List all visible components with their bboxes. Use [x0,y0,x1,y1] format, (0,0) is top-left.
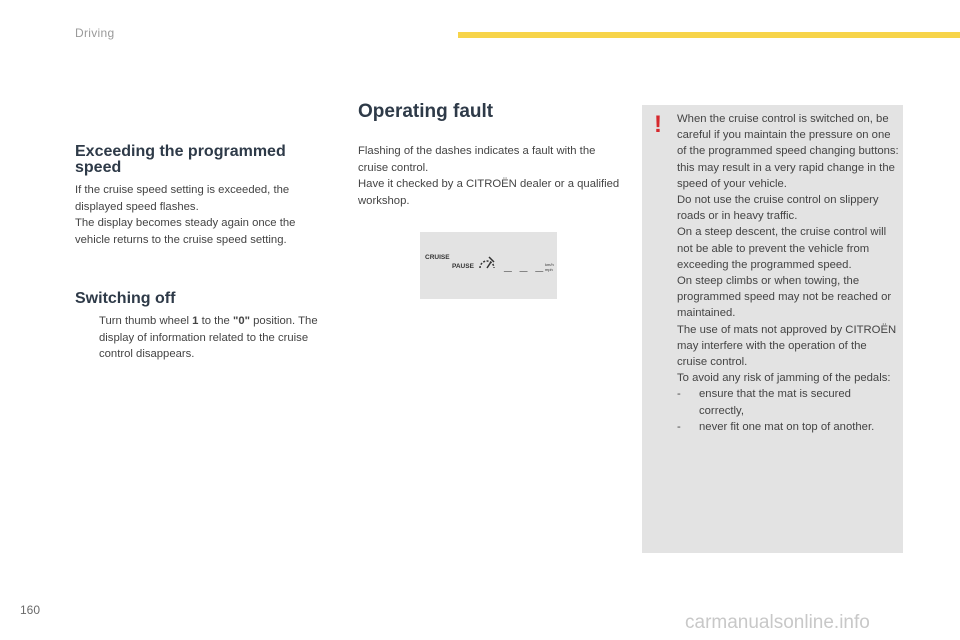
display-pause-label: PAUSE [452,263,474,270]
display-unit: km/h mph [545,262,554,272]
switching-text [99,313,323,363]
fault-line: Have it checked by a CITROËN dealer or a qualified workshop. [358,178,620,207]
display-cruise-label: CRUISE [425,254,450,261]
exceeding-line: If the cruise speed setting is exceeded, the displayed speed flashes. [75,184,290,213]
fault-text [358,143,628,209]
warning-paragraph: On a steep descent, the cruise control will not be able to prevent the vehicle from exceeding the programmed speed. [677,226,887,271]
switching-text-post: position. The display of information related to the cruise control disappears. [99,315,318,360]
warning-list-item [677,419,899,435]
warning-paragraph: On steep climbs or when towing, the programmed speed may not be reached or maintained. [677,275,892,320]
heading-operating-fault: Operating fault [358,101,494,122]
switching-bullet [75,313,325,363]
switching-text-pre: Turn thumb wheel [99,315,193,327]
dash-mark: - [677,420,681,433]
warning-paragraph: To avoid any risk of jamming of the pedals: [677,372,891,385]
warning-exclamation-icon: ! [654,111,662,138]
header-title: Driving [75,26,115,40]
warning-paragraph: When the cruise control is switched on, be careful if you maintain the pressure on one of the programmed speed changing buttons: this may result in a very rapid change in the speed of your vehicle. [677,113,899,190]
fault-line: Flashing of the dashes indicates a fault with the cruise control. [358,145,596,174]
warning-list-text: ensure that the mat is secured correctly, [699,388,851,417]
speedometer-icon [478,256,496,272]
warning-paragraph: The use of mats not approved by CITROËN may interfere with the operation of the cruise control. [677,323,897,369]
watermark: carmanualsonline.info [685,612,870,633]
warning-text [677,111,899,435]
switching-text-mid: to the [198,315,233,327]
warning-paragraph: Do not use the cruise control on slippery roads or in heavy traffic. [677,194,879,223]
display-dashes: _ _ _ [504,257,546,273]
warning-list-text: never fit one mat on top of another. [699,420,875,433]
cruise-display-image [420,232,557,299]
exceeding-text [75,182,325,248]
dash-mark: - [677,388,681,401]
bullet-mark-icon [75,313,99,363]
exceeding-line: The display becomes steady again once the vehicle returns to the cruise speed setting. [75,217,296,246]
zero-position: "0" [232,315,250,327]
warning-box [642,105,903,553]
warning-list-item [677,386,899,418]
page-number: 160 [20,603,41,617]
heading-exceeding-speed: Exceeding the programmed speed [75,143,286,176]
thumb-wheel-number: 1 [192,315,199,327]
header-accent-bar [458,32,960,38]
heading-switching-off: Switching off [75,290,176,307]
